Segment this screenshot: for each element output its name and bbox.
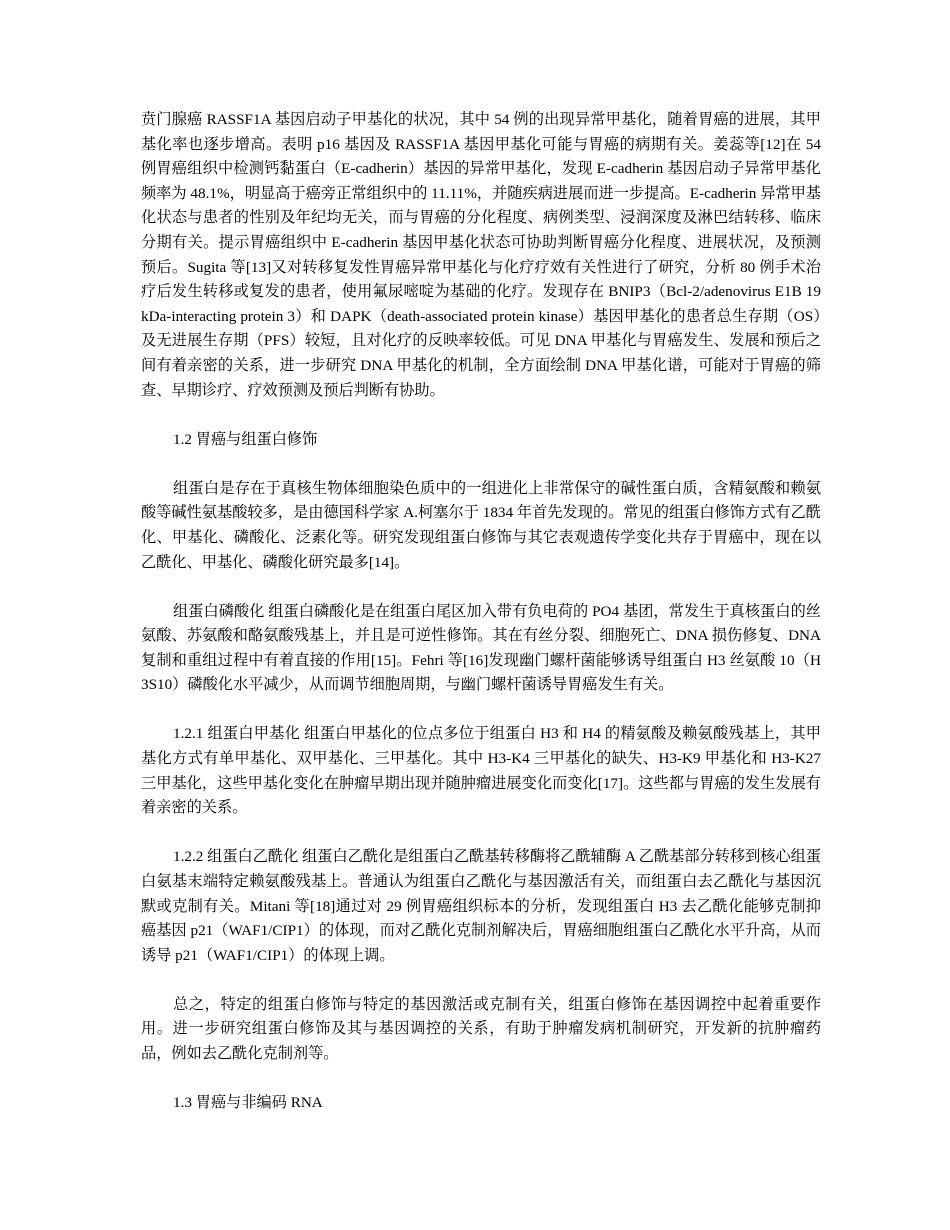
paragraph-summary: 总之，特定的组蛋白修饰与特定的基因激活或克制有关，组蛋白修饰在基因调控中起着重要作用。进一步研究组蛋白修饰及其与基因调控的关系，有助于肿瘤发病机制研究，开发新的抗肿瘤药品，例如去乙酰化克制剂等。 xyxy=(141,995,821,1062)
document-body xyxy=(141,108,821,1140)
section-heading-histone-modification: 1.2 胃癌与组蛋白修饰 xyxy=(173,430,318,448)
paragraph-histone-phosphorylation: 组蛋白磷酸化 组蛋白磷酸化是在组蛋白尾区加入带有负电荷的 PO4 基团，常发生于真核蛋白的丝氨酸、苏氨酸和酪氨酸残基上，并且是可逆性修饰。其在有丝分裂、细胞死亡、DNA 损伤修复、DNA 复制和重组过程中有着直接的作用[15]。Fehri 等[16]发现幽门螺杆菌能够诱导组蛋白 H3 丝氨酸 10（H3S10）磷酸化水平减少，从而调节细胞周期，与幽门螺杆菌诱导胃癌发生有关。 xyxy=(141,602,821,694)
section-heading-noncoding-rna: 1.3 胃癌与非编码 RNA xyxy=(173,1094,323,1112)
paragraph-histone-acetylation: 1.2.2 组蛋白乙酰化 组蛋白乙酰化是组蛋白乙酰基转移酶将乙酰辅酶 A 乙酰基部分转移到核心组蛋白氨基末端特定赖氨酸残基上。普通认为组蛋白乙酰化与基因激活有关，而组蛋白去乙酰化与基因沉默或克制有关。Mitani 等[18]通过对 29 例胃癌组织标本的分析，发现组蛋白 H3 去乙酰化能够克制抑癌基因 p21（WAF1/CIP1）的体现，而对乙酰化克制剂解决后，胃癌细胞组蛋白乙酰化水平升高，从而诱导 p21（WAF1/CIP1）的体现上调。 xyxy=(141,848,822,964)
paragraph-histone-methylation: 1.2.1 组蛋白甲基化 组蛋白甲基化的位点多位于组蛋白 H3 和 H4 的精氨酸及赖氨酸残基上，其甲基化方式有单甲基化、双甲基化、三甲基化。其中 H3-K4 三甲基化的缺失、H3-K9 甲基化和 H3-K27 三甲基化，这些甲基化变化在肿瘤早期出现并随肿瘤进展变化而变化[17]。这些都与胃癌的发生发展有着亲密的关系。 xyxy=(141,725,821,817)
paragraph-histone-intro: 组蛋白是存在于真核生物体细胞染色质中的一组进化上非常保守的碱性蛋白质，含精氨酸和赖氨酸等碱性氨基酸较多，是由德国科学家 A.柯塞尔于 1834 年首先发现的。常见的组蛋白修饰方式有乙酰化、甲基化、磷酸化、泛素化等。研究发现组蛋白修饰与其它表观遗传学变化共存于胃癌中，现在以乙酰化、甲基化、磷酸化研究最多[14]。 xyxy=(141,479,821,571)
paragraph-dna-methylation: 贲门腺癌 RASSF1A 基因启动子甲基化的状况，其中 54 例的出现异常甲基化，随着胃癌的进展，其甲基化率也逐步增高。表明 p16 基因及 RASSF1A 基因甲基化可能与胃癌的病期有关。姜蕊等[12]在 54 例胃癌组织中检测钙黏蛋白（E-cadherin）基因的异常甲基化，发现 E-cadherin 基因启动子异常甲基化频率为 48.1%，明显高于癌旁正常组织中的 11.11%，并随疾病进展而进一步提高。E-cadherin 异常甲基化状态与患者的性别及年纪均无关，而与胃癌的分化程度、病例类型、浸润深度及淋巴结转移、临床分期有关。提示胃癌组织中 E-cadherin 基因甲基化状态可协助判断胃癌分化程度、进展状况，及预测预后。Sugita 等[13]又对转移复发性胃癌异常甲基化与化疗疗效有关性进行了研究，分析 80 例手术治疗后发生转移或复发的患者，使用氟尿嘧啶为基础的化疗。发现存在 BNIP3（Bcl-2/adenovirus E1B 19 kDa-interacting protein 3）和 DAPK（death-associated protein kinase）基因甲基化的患者总生存期（OS）及无进展生存期（PFS）较短，且对化疗的反映率较低。可见 DNA 甲基化与胃癌发生、发展和预后之间有着亲密的关系，进一步研究 DNA 甲基化的机制，全方面绘制 DNA 甲基化谱，可能对于胃癌的筛查、早期诊疗、疗效预测及预后判断有协助。 xyxy=(141,111,821,399)
